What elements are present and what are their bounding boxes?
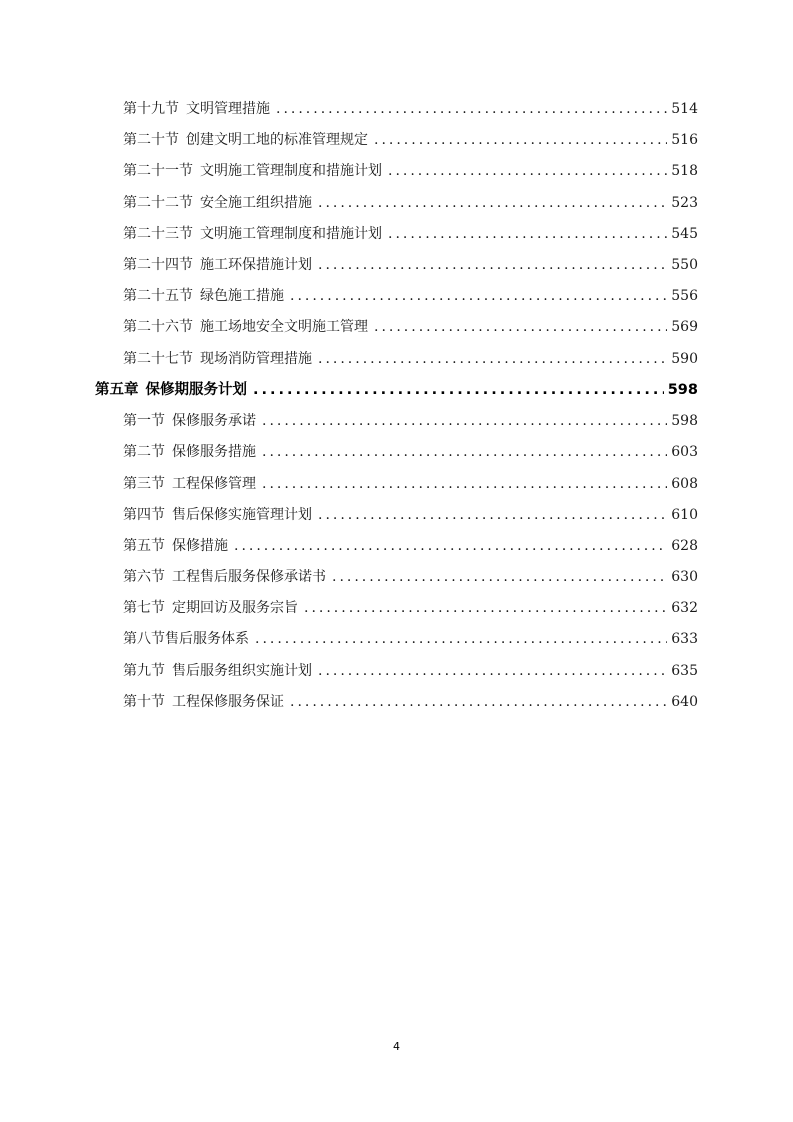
toc-leader-dots <box>234 531 667 562</box>
toc-leader-dots <box>253 375 664 406</box>
toc-entry[interactable] <box>123 531 698 562</box>
toc-page-number: 635 <box>671 663 698 679</box>
toc-entry[interactable] <box>123 94 698 125</box>
toc-entry[interactable] <box>123 250 698 281</box>
toc-leader-dots <box>388 219 667 250</box>
toc-section-number: 第十节 <box>123 694 165 710</box>
toc-entry[interactable] <box>123 125 698 156</box>
toc-entry[interactable] <box>123 500 698 531</box>
toc-leader-dots <box>388 156 667 187</box>
toc-entry-title: 安全施工组织措施 <box>200 195 312 211</box>
toc-page-number: 514 <box>671 101 698 117</box>
toc-entry-title: 文明管理措施 <box>186 101 270 117</box>
toc-leader-dots <box>318 250 667 281</box>
toc-entry[interactable] <box>123 562 698 593</box>
toc-section-number: 第五节 <box>123 538 165 554</box>
toc-section-number: 第三节 <box>123 476 165 492</box>
toc-page-number: 598 <box>667 382 698 398</box>
toc-page-number: 608 <box>671 476 698 492</box>
toc-page-number: 630 <box>671 569 698 585</box>
toc-entry-title: 售后服务组织实施计划 <box>172 663 312 679</box>
toc-leader-dots <box>318 656 667 687</box>
toc-section-number: 第九节 <box>123 663 165 679</box>
toc-entry[interactable] <box>123 188 698 219</box>
toc-entry-title: 绿色施工措施 <box>200 288 284 304</box>
toc-leader-dots <box>290 281 667 312</box>
toc-section-number: 第二十六节 <box>123 319 193 335</box>
toc-leader-dots <box>262 469 667 500</box>
toc-leader-dots <box>304 593 667 624</box>
toc-entry-title: 工程售后服务保修承诺书 <box>172 569 326 585</box>
toc-entry-title: 创建文明工地的标准管理规定 <box>186 132 368 148</box>
toc-section-number: 第七节 <box>123 600 165 616</box>
toc-section-number: 第二十四节 <box>123 257 193 273</box>
toc-leader-dots <box>276 94 667 125</box>
toc-entry[interactable] <box>123 687 698 718</box>
toc-section-number: 第六节 <box>123 569 165 585</box>
toc-entry[interactable] <box>123 156 698 187</box>
toc-page-number: 628 <box>671 538 698 554</box>
toc-leader-dots <box>374 312 667 343</box>
toc-page-number: 632 <box>671 600 698 616</box>
toc-page-number: 518 <box>671 163 698 179</box>
toc-entry-title: 定期回访及服务宗旨 <box>172 600 298 616</box>
toc-leader-dots <box>255 624 667 655</box>
toc-section-number: 第二十二节 <box>123 195 193 211</box>
toc-entry-title: 保修服务承诺 <box>172 413 256 429</box>
toc-entry-title: 施工场地安全文明施工管理 <box>200 319 368 335</box>
toc-page-number: 569 <box>671 319 698 335</box>
page-number-footer: 4 <box>393 1040 400 1053</box>
toc-page-number: 590 <box>671 351 698 367</box>
toc-leader-dots <box>332 562 667 593</box>
toc-section-number: 第二十三节 <box>123 226 193 242</box>
toc-chapter-entry[interactable] <box>95 375 698 406</box>
toc-entry-title: 售后保修实施管理计划 <box>172 507 312 523</box>
toc-leader-dots <box>318 500 667 531</box>
toc-section-number: 第二十一节 <box>123 163 193 179</box>
toc-page-number: 633 <box>671 631 698 647</box>
toc-section-number: 第八节售后服务体系 <box>123 631 249 647</box>
toc-entry[interactable] <box>123 406 698 437</box>
toc-entry[interactable] <box>123 219 698 250</box>
toc-chapter-number: 第五章 <box>95 382 139 398</box>
toc-section-number: 第一节 <box>123 413 165 429</box>
toc-entry-title: 文明施工管理制度和措施计划 <box>200 163 382 179</box>
toc-section-number: 第二十节 <box>123 132 179 148</box>
toc-section-number: 第二十五节 <box>123 288 193 304</box>
toc-entry-title: 文明施工管理制度和措施计划 <box>200 226 382 242</box>
toc-page-number: 598 <box>671 413 698 429</box>
toc-chapter-title: 保修期服务计划 <box>145 382 247 398</box>
toc-page-number: 545 <box>671 226 698 242</box>
toc-entry-title: 工程保修服务保证 <box>172 694 284 710</box>
toc-entry[interactable] <box>123 624 698 655</box>
toc-leader-dots <box>374 125 667 156</box>
toc-section-number: 第四节 <box>123 507 165 523</box>
toc-page-number: 610 <box>671 507 698 523</box>
toc-page-number: 516 <box>671 132 698 148</box>
toc-entry-title: 施工环保措施计划 <box>200 257 312 273</box>
toc-page-number: 523 <box>671 195 698 211</box>
toc-leader-dots <box>262 406 667 437</box>
toc-page-number: 640 <box>671 694 698 710</box>
toc-leader-dots <box>318 188 667 219</box>
toc-entry-title: 工程保修管理 <box>172 476 256 492</box>
toc-entry[interactable] <box>123 344 698 375</box>
toc-section-number: 第二十七节 <box>123 351 193 367</box>
toc-entry-title: 现场消防管理措施 <box>200 351 312 367</box>
toc-entry[interactable] <box>123 656 698 687</box>
toc-page-number: 556 <box>671 288 698 304</box>
toc-page-number: 550 <box>671 257 698 273</box>
toc-leader-dots <box>262 437 667 468</box>
toc-section-number: 第二节 <box>123 444 165 460</box>
toc-entry[interactable] <box>123 593 698 624</box>
toc-entry-title: 保修服务措施 <box>172 444 256 460</box>
toc-entry[interactable] <box>123 437 698 468</box>
toc-entry[interactable] <box>123 469 698 500</box>
toc-page-number: 603 <box>671 444 698 460</box>
toc-leader-dots <box>290 687 667 718</box>
toc-leader-dots <box>318 344 667 375</box>
toc-entry[interactable] <box>123 312 698 343</box>
toc-section-number: 第十九节 <box>123 101 179 117</box>
toc-entry[interactable] <box>123 281 698 312</box>
toc-entry-title: 保修措施 <box>172 538 228 554</box>
